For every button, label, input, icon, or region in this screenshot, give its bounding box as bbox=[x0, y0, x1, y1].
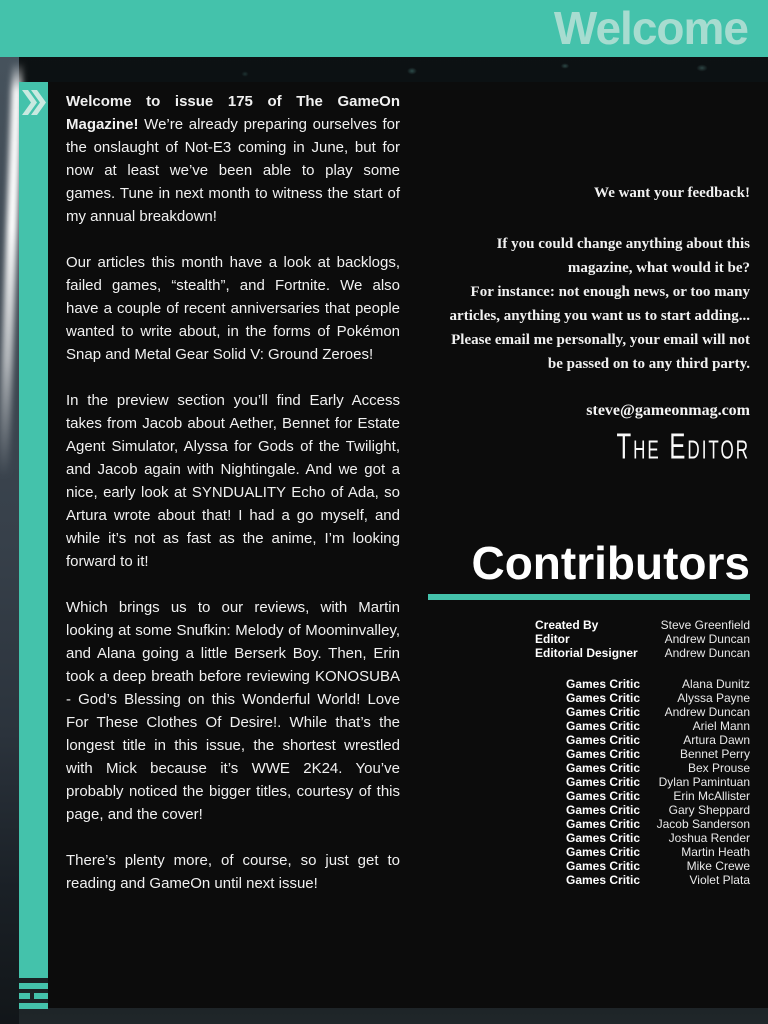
critic-role: Games Critic bbox=[566, 831, 641, 845]
critic-row bbox=[428, 775, 750, 789]
critic-row bbox=[428, 817, 750, 831]
page-title: Welcome bbox=[553, 2, 748, 54]
critic-row bbox=[428, 719, 750, 733]
page-header-banner bbox=[0, 0, 768, 57]
feedback-line: For instance: not enough news, or too many bbox=[470, 284, 750, 300]
critic-name: Mike Crewe bbox=[686, 859, 750, 873]
critic-role: Games Critic bbox=[566, 761, 641, 775]
footer-stripe-bottom bbox=[19, 1003, 48, 1009]
credit-row bbox=[428, 618, 750, 632]
critic-row bbox=[428, 733, 750, 747]
critic-name: Ariel Mann bbox=[692, 719, 750, 733]
critic-name: Bex Prouse bbox=[687, 761, 750, 775]
credit-name: Andrew Duncan bbox=[664, 646, 750, 660]
critic-role: Games Critic bbox=[566, 873, 641, 887]
letter-paragraph-text: Which brings us to our reviews, with Martin looking at some Snufkin: Melody of Moominvalley, and Alana going a little Berserk Boy. Then, Erin took a deep breath before reviewing KONOSUBA - God’s Blessing on this Wonderful World! Love For These Clothes Of Desire!. While that’s the longest title in this issue, the shortest wrestled with Mick because it’s WWE 2K24. You’ve probably noticed the bigger titles, courtesy of this page, and the cover! bbox=[66, 599, 400, 823]
critic-row bbox=[428, 677, 750, 691]
critic-row bbox=[428, 761, 750, 775]
credit-role: Editorial Designer bbox=[535, 646, 638, 660]
letter-paragraph-text: Our articles this month have a look at backlogs, failed games, “stealth”, and Fortnite. We also have a couple of recent anniversaries that people wanted to write about, in the forms of Pokémon Snap and Metal Gear Solid V: Ground Zeroes! bbox=[66, 254, 400, 363]
letter-paragraph bbox=[66, 849, 400, 895]
footer-stripe-segment bbox=[34, 993, 48, 999]
critic-role: Games Critic bbox=[566, 789, 641, 803]
critic-row bbox=[428, 831, 750, 845]
critic-role: Games Critic bbox=[566, 775, 641, 789]
double-chevron-icon bbox=[20, 89, 47, 116]
critic-row bbox=[428, 705, 750, 719]
feedback-line: articles, anything you want us to start adding... bbox=[449, 308, 750, 324]
critic-role: Games Critic bbox=[566, 677, 641, 691]
credit-name: Andrew Duncan bbox=[664, 632, 750, 646]
letter-paragraph bbox=[66, 251, 400, 366]
sidebar-accent-bar bbox=[19, 82, 48, 978]
critic-name: Gary Sheppard bbox=[668, 803, 750, 817]
content-panel bbox=[48, 82, 768, 1008]
contributors-heading: Contributors bbox=[471, 537, 750, 589]
critic-role: Games Critic bbox=[566, 719, 641, 733]
critic-name: Jacob Sanderson bbox=[656, 817, 750, 831]
critic-role: Games Critic bbox=[566, 817, 641, 831]
critic-row bbox=[428, 859, 750, 873]
critic-role: Games Critic bbox=[566, 691, 641, 705]
critic-name: Violet Plata bbox=[689, 873, 750, 887]
credit-role: Editor bbox=[535, 632, 570, 646]
editor-email-link[interactable]: steve@gameonmag.com bbox=[586, 402, 750, 419]
credit-role: Created By bbox=[535, 618, 599, 632]
credit-name: Steve Greenfield bbox=[660, 618, 750, 632]
credit-row bbox=[428, 632, 750, 646]
letter-paragraph-text: We’re already preparing ourselves for the onslaught of Not-E3 coming in June, but for now at least we’ve been able to play some games. Tune in next month to witness the start of my annual breakdown! bbox=[66, 116, 400, 225]
letter-paragraph bbox=[66, 389, 400, 573]
critic-role: Games Critic bbox=[566, 705, 641, 719]
critic-role: Games Critic bbox=[566, 845, 641, 859]
editor-letter bbox=[66, 90, 400, 1000]
footer-stripe-middle bbox=[19, 993, 48, 999]
feedback-line: Please email me personally, your email will not bbox=[451, 332, 750, 348]
critic-name: Alyssa Payne bbox=[677, 691, 750, 705]
critic-row bbox=[428, 845, 750, 859]
feedback-line: be passed on to any third party. bbox=[547, 356, 750, 372]
contributors-divider bbox=[428, 594, 750, 600]
critic-role: Games Critic bbox=[566, 859, 641, 873]
critic-role: Games Critic bbox=[566, 733, 641, 747]
letter-paragraph-text: There’s plenty more, of course, so just get to reading and GameOn until next issue! bbox=[66, 852, 400, 892]
footer-stripe-top bbox=[19, 983, 48, 989]
critic-row bbox=[428, 747, 750, 761]
critic-row bbox=[428, 691, 750, 705]
critic-row bbox=[428, 873, 750, 887]
contributors-critics bbox=[428, 677, 750, 887]
critic-name: Artura Dawn bbox=[683, 733, 750, 747]
letter-paragraph bbox=[66, 596, 400, 826]
feedback-line: magazine, what would it be? bbox=[567, 260, 750, 276]
editor-signature-text: The Editor bbox=[616, 427, 750, 468]
feedback-line: If you could change anything about this bbox=[496, 236, 750, 252]
critic-name: Dylan Pamintuan bbox=[658, 775, 750, 789]
critic-name: Martin Heath bbox=[681, 845, 750, 859]
critic-name: Bennet Perry bbox=[679, 747, 750, 761]
right-column bbox=[428, 90, 750, 1000]
background-speckles bbox=[0, 57, 768, 85]
credit-row bbox=[428, 646, 750, 660]
letter-paragraph-text: In the preview section you’ll find Early Access takes from Jacob about Aether, Bennet for Estate Agent Simulator, Alyssa for Gods of the Twilight, and Jacob again with Nightingale. And we got a nice, early look at SYNDUALITY Echo of Ada, so Artura wrote about that! I had a go myself, and while it’s not as fast as the anime, I’m looking forward to it! bbox=[66, 392, 400, 570]
letter-lead-sentence: Welcome to issue 175 of The GameOn Magazine! bbox=[66, 93, 400, 133]
critic-name: Joshua Render bbox=[668, 831, 750, 845]
page-footer-glyph bbox=[19, 983, 48, 1013]
critic-name: Andrew Duncan bbox=[664, 705, 750, 719]
feedback-message bbox=[428, 232, 750, 376]
footer-stripe-segment bbox=[19, 993, 30, 999]
critic-name: Erin McAllister bbox=[673, 789, 750, 803]
letter-paragraph bbox=[66, 90, 400, 228]
critic-role: Games Critic bbox=[566, 803, 641, 817]
contributors-credits bbox=[428, 618, 750, 660]
feedback-title: We want your feedback! bbox=[594, 185, 750, 201]
critic-role: Games Critic bbox=[566, 747, 641, 761]
critic-row bbox=[428, 789, 750, 803]
critic-row bbox=[428, 803, 750, 817]
editor-signature bbox=[428, 427, 750, 468]
critic-name: Alana Dunitz bbox=[681, 677, 750, 691]
